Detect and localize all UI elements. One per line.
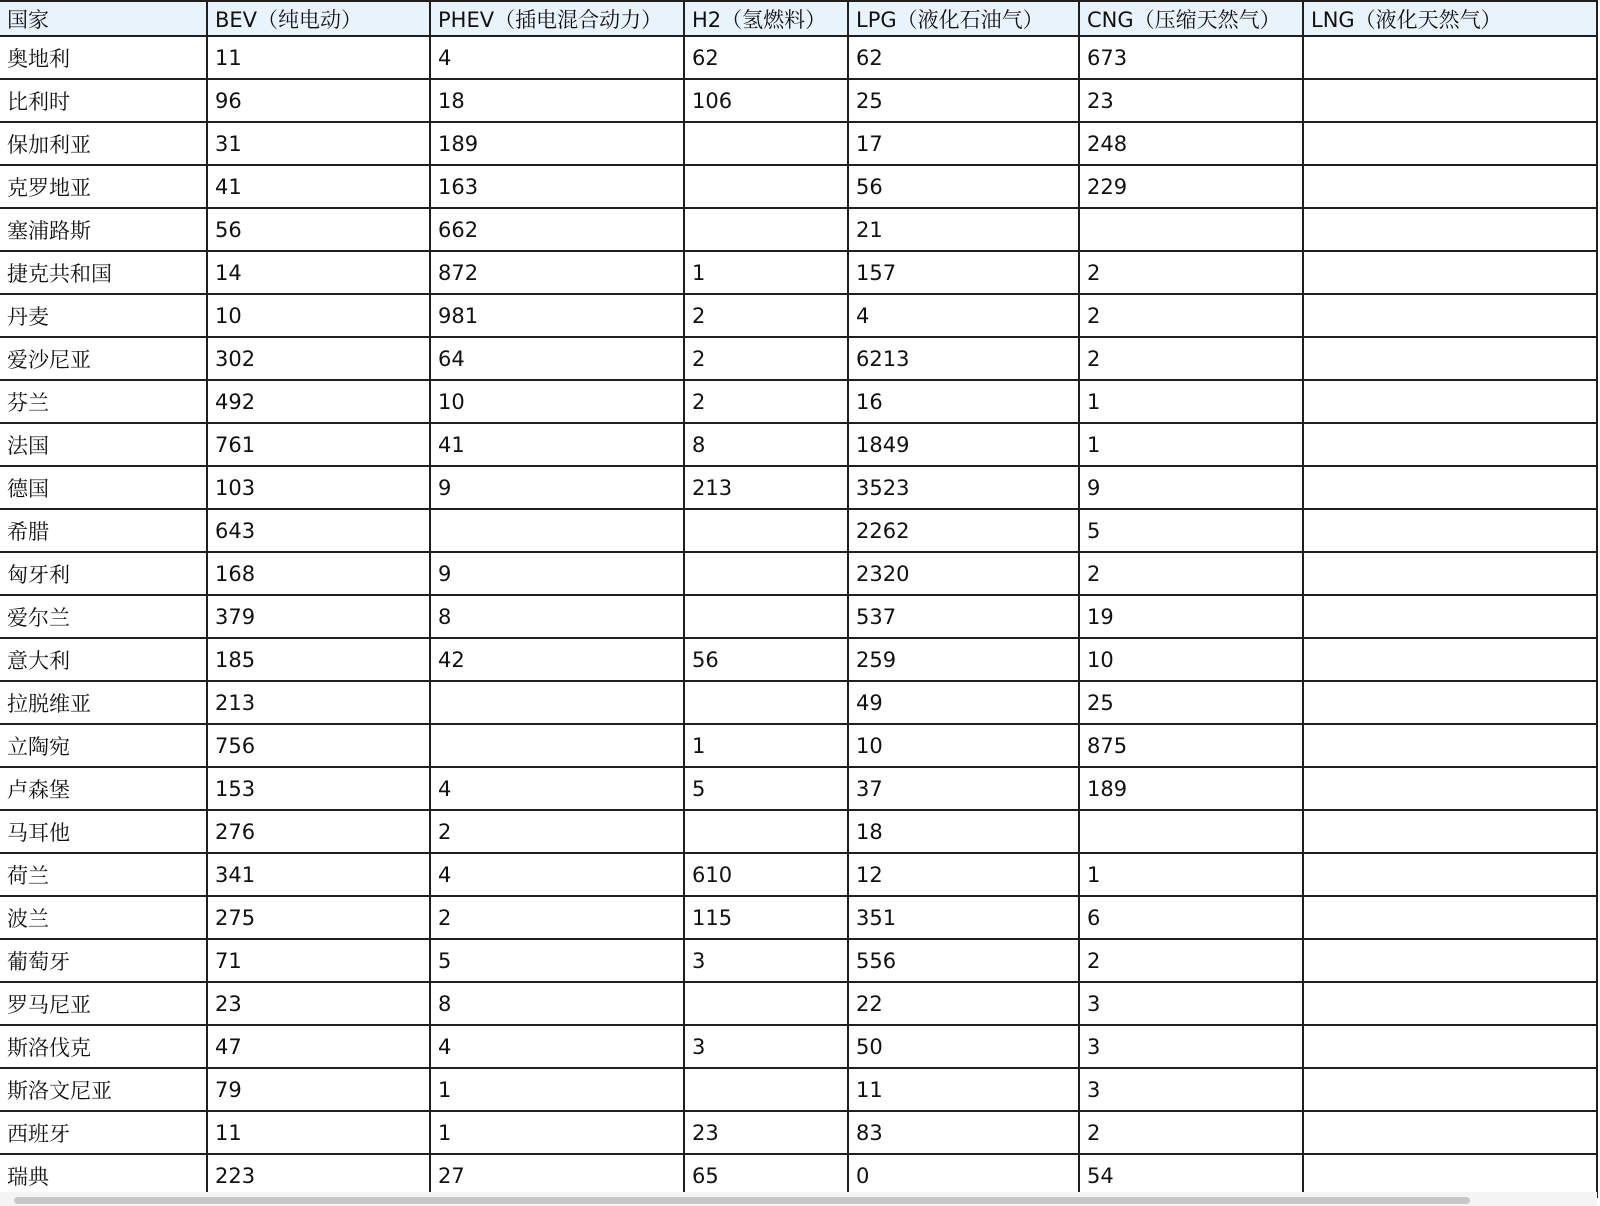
country-cell[interactable]: 奥地利 — [0, 36, 207, 79]
table-cell[interactable]: 23 — [684, 1111, 848, 1154]
table-cell[interactable]: 537 — [848, 595, 1079, 638]
table-cell[interactable]: 1 — [1079, 853, 1303, 896]
table-cell[interactable]: 213 — [207, 681, 430, 724]
table-row — [0, 982, 1597, 1025]
table-cell[interactable]: 189 — [1079, 767, 1303, 810]
table-cell[interactable]: 4 — [430, 1025, 684, 1068]
table-body — [0, 36, 1597, 1197]
table-cell[interactable] — [430, 724, 684, 767]
column-header[interactable]: BEV（纯电动） — [207, 1, 430, 36]
table-cell[interactable]: 3523 — [848, 466, 1079, 509]
table-cell[interactable]: 23 — [207, 982, 430, 1025]
country-cell[interactable]: 保加利亚 — [0, 122, 207, 165]
table-cell[interactable]: 16 — [848, 380, 1079, 423]
table-cell[interactable] — [1303, 466, 1597, 509]
table-cell[interactable]: 275 — [207, 896, 430, 939]
table-cell[interactable] — [430, 509, 684, 552]
table-cell[interactable]: 2 — [430, 810, 684, 853]
table-cell[interactable]: 62 — [684, 36, 848, 79]
table-cell[interactable]: 21 — [848, 208, 1079, 251]
table-cell[interactable] — [1079, 810, 1303, 853]
table-cell[interactable]: 25 — [1079, 681, 1303, 724]
table-cell[interactable]: 4 — [848, 294, 1079, 337]
table-cell[interactable]: 157 — [848, 251, 1079, 294]
table-cell[interactable]: 23 — [1079, 79, 1303, 122]
table-cell[interactable] — [684, 1068, 848, 1111]
country-cell[interactable]: 希腊 — [0, 509, 207, 552]
table-cell[interactable] — [1079, 208, 1303, 251]
country-cell[interactable]: 爱沙尼亚 — [0, 337, 207, 380]
table-cell[interactable] — [1303, 896, 1597, 939]
table-row — [0, 509, 1597, 552]
horizontal-scrollbar-thumb[interactable] — [14, 1197, 1470, 1204]
table-row — [0, 208, 1597, 251]
table-cell[interactable]: 2 — [1079, 552, 1303, 595]
table-cell[interactable]: 6 — [1079, 896, 1303, 939]
table-cell[interactable]: 2 — [684, 337, 848, 380]
country-cell[interactable]: 塞浦路斯 — [0, 208, 207, 251]
table-cell[interactable]: 1 — [1079, 380, 1303, 423]
column-header[interactable]: 国家 — [0, 1, 207, 36]
table-cell[interactable] — [684, 552, 848, 595]
table-cell[interactable]: 18 — [430, 79, 684, 122]
table-row — [0, 1025, 1597, 1068]
country-cell[interactable]: 卢森堡 — [0, 767, 207, 810]
table-cell[interactable] — [1303, 208, 1597, 251]
table-cell[interactable] — [1303, 79, 1597, 122]
table-cell[interactable]: 2 — [430, 896, 684, 939]
table-cell[interactable] — [1303, 165, 1597, 208]
table-cell[interactable] — [1303, 638, 1597, 681]
table-cell[interactable]: 2 — [1079, 294, 1303, 337]
table-cell[interactable] — [1303, 982, 1597, 1025]
table-cell[interactable]: 4 — [430, 767, 684, 810]
table-row — [0, 122, 1597, 165]
table-cell[interactable]: 3 — [1079, 1025, 1303, 1068]
table-cell[interactable]: 27 — [430, 1154, 684, 1197]
table-cell[interactable]: 2 — [1079, 1111, 1303, 1154]
table-cell[interactable]: 872 — [430, 251, 684, 294]
table-cell[interactable] — [1303, 595, 1597, 638]
country-cell[interactable]: 爱尔兰 — [0, 595, 207, 638]
country-cell[interactable]: 意大利 — [0, 638, 207, 681]
table-row — [0, 423, 1597, 466]
table-cell[interactable]: 223 — [207, 1154, 430, 1197]
table-row — [0, 896, 1597, 939]
table-cell[interactable]: 10 — [848, 724, 1079, 767]
table-cell[interactable]: 3 — [684, 939, 848, 982]
table-cell[interactable]: 276 — [207, 810, 430, 853]
country-cell[interactable]: 瑞典 — [0, 1154, 207, 1197]
table-cell[interactable]: 2 — [1079, 337, 1303, 380]
table-cell[interactable] — [684, 810, 848, 853]
table-cell[interactable] — [684, 122, 848, 165]
table-cell[interactable] — [430, 681, 684, 724]
table-cell[interactable]: 2 — [684, 380, 848, 423]
table-cell[interactable]: 103 — [207, 466, 430, 509]
table-cell[interactable] — [1303, 853, 1597, 896]
table-cell[interactable]: 10 — [1079, 638, 1303, 681]
table-cell[interactable] — [684, 509, 848, 552]
country-cell[interactable]: 罗马尼亚 — [0, 982, 207, 1025]
table-cell[interactable]: 83 — [848, 1111, 1079, 1154]
table-cell[interactable]: 10 — [430, 380, 684, 423]
table-cell[interactable]: 1 — [684, 724, 848, 767]
table-cell[interactable] — [1303, 724, 1597, 767]
column-header[interactable]: PHEV（插电混合动力） — [430, 1, 684, 36]
table-row — [0, 681, 1597, 724]
table-cell[interactable] — [1303, 294, 1597, 337]
table-cell[interactable]: 259 — [848, 638, 1079, 681]
table-cell[interactable]: 1 — [430, 1068, 684, 1111]
table-row — [0, 638, 1597, 681]
table-cell[interactable]: 2262 — [848, 509, 1079, 552]
table-cell[interactable] — [1303, 552, 1597, 595]
table-cell[interactable]: 1849 — [848, 423, 1079, 466]
table-row — [0, 939, 1597, 982]
table-row — [0, 595, 1597, 638]
table-cell[interactable]: 50 — [848, 1025, 1079, 1068]
table-cell[interactable]: 5 — [1079, 509, 1303, 552]
table-row — [0, 337, 1597, 380]
table-cell[interactable]: 11 — [848, 1068, 1079, 1111]
table-cell[interactable]: 189 — [430, 122, 684, 165]
table-cell[interactable]: 168 — [207, 552, 430, 595]
table-cell[interactable]: 5 — [684, 767, 848, 810]
table-cell[interactable]: 115 — [684, 896, 848, 939]
country-cell[interactable]: 拉脱维亚 — [0, 681, 207, 724]
country-cell[interactable]: 德国 — [0, 466, 207, 509]
table-cell[interactable] — [684, 208, 848, 251]
table-cell[interactable]: 22 — [848, 982, 1079, 1025]
country-cell[interactable]: 马耳他 — [0, 810, 207, 853]
table-cell[interactable] — [1303, 36, 1597, 79]
table-cell[interactable]: 761 — [207, 423, 430, 466]
table-cell[interactable]: 106 — [684, 79, 848, 122]
table-cell[interactable] — [1303, 810, 1597, 853]
table-cell[interactable]: 185 — [207, 638, 430, 681]
table-cell[interactable] — [1303, 1111, 1597, 1154]
country-cell[interactable]: 匈牙利 — [0, 552, 207, 595]
table-row — [0, 552, 1597, 595]
table-cell[interactable]: 64 — [430, 337, 684, 380]
table-cell[interactable]: 673 — [1079, 36, 1303, 79]
table-cell[interactable] — [1303, 251, 1597, 294]
table-cell[interactable]: 12 — [848, 853, 1079, 896]
table-cell[interactable]: 5 — [430, 939, 684, 982]
table-cell[interactable]: 0 — [848, 1154, 1079, 1197]
table-cell[interactable]: 2320 — [848, 552, 1079, 595]
table-cell[interactable]: 56 — [848, 165, 1079, 208]
table-cell[interactable]: 981 — [430, 294, 684, 337]
table-cell[interactable]: 3 — [684, 1025, 848, 1068]
table-cell[interactable]: 4 — [430, 36, 684, 79]
table-cell[interactable] — [1303, 380, 1597, 423]
country-cell[interactable]: 芬兰 — [0, 380, 207, 423]
table-cell[interactable]: 1 — [430, 1111, 684, 1154]
table-cell[interactable]: 9 — [430, 466, 684, 509]
table-cell[interactable] — [1303, 1068, 1597, 1111]
country-cell[interactable]: 荷兰 — [0, 853, 207, 896]
country-cell[interactable]: 波兰 — [0, 896, 207, 939]
column-header[interactable]: LPG（液化石油气） — [848, 1, 1079, 36]
table-cell[interactable]: 47 — [207, 1025, 430, 1068]
table-cell[interactable] — [1303, 1025, 1597, 1068]
table-cell[interactable] — [1303, 939, 1597, 982]
table-cell[interactable] — [1303, 681, 1597, 724]
table-cell[interactable]: 8 — [430, 982, 684, 1025]
table-cell[interactable]: 492 — [207, 380, 430, 423]
table-cell[interactable]: 163 — [430, 165, 684, 208]
country-cell[interactable]: 克罗地亚 — [0, 165, 207, 208]
column-header[interactable]: H2（氢燃料） — [684, 1, 848, 36]
table-cell[interactable] — [1303, 122, 1597, 165]
table-row — [0, 79, 1597, 122]
table-cell[interactable] — [1303, 767, 1597, 810]
table-row — [0, 36, 1597, 79]
table-cell[interactable]: 49 — [848, 681, 1079, 724]
table-cell[interactable]: 756 — [207, 724, 430, 767]
table-cell[interactable]: 62 — [848, 36, 1079, 79]
table-row — [0, 165, 1597, 208]
table-cell[interactable]: 18 — [848, 810, 1079, 853]
table-cell[interactable]: 341 — [207, 853, 430, 896]
table-cell[interactable]: 56 — [207, 208, 430, 251]
table-row — [0, 466, 1597, 509]
table-cell[interactable]: 248 — [1079, 122, 1303, 165]
table-cell[interactable]: 8 — [684, 423, 848, 466]
country-cell[interactable]: 立陶宛 — [0, 724, 207, 767]
table-cell[interactable]: 2 — [1079, 939, 1303, 982]
table-row — [0, 1111, 1597, 1154]
column-header[interactable]: LNG（液化天然气） — [1303, 1, 1597, 36]
table-cell[interactable] — [1303, 509, 1597, 552]
table-cell[interactable] — [1303, 1154, 1597, 1197]
table-cell[interactable]: 9 — [430, 552, 684, 595]
table-cell[interactable]: 14 — [207, 251, 430, 294]
table-cell[interactable]: 610 — [684, 853, 848, 896]
table-row — [0, 1154, 1597, 1197]
table-cell[interactable] — [684, 595, 848, 638]
country-cell[interactable]: 斯洛伐克 — [0, 1025, 207, 1068]
table-cell[interactable]: 25 — [848, 79, 1079, 122]
country-cell[interactable]: 西班牙 — [0, 1111, 207, 1154]
table-cell[interactable] — [684, 165, 848, 208]
table-cell[interactable]: 56 — [684, 638, 848, 681]
table-cell[interactable]: 37 — [848, 767, 1079, 810]
table-cell[interactable]: 875 — [1079, 724, 1303, 767]
table-cell[interactable]: 96 — [207, 79, 430, 122]
table-cell[interactable]: 71 — [207, 939, 430, 982]
table-cell[interactable]: 41 — [207, 165, 430, 208]
table-cell[interactable]: 643 — [207, 509, 430, 552]
country-cell[interactable]: 丹麦 — [0, 294, 207, 337]
table-cell[interactable]: 42 — [430, 638, 684, 681]
table-row — [0, 810, 1597, 853]
table-row — [0, 767, 1597, 810]
table-cell[interactable]: 213 — [684, 466, 848, 509]
table-row — [0, 1068, 1597, 1111]
table-cell[interactable]: 8 — [430, 595, 684, 638]
table-cell[interactable] — [684, 681, 848, 724]
table-cell[interactable]: 19 — [1079, 595, 1303, 638]
country-cell[interactable]: 捷克共和国 — [0, 251, 207, 294]
table-cell[interactable]: 9 — [1079, 466, 1303, 509]
table-row — [0, 251, 1597, 294]
table-cell[interactable]: 351 — [848, 896, 1079, 939]
table-cell[interactable]: 17 — [848, 122, 1079, 165]
table-cell[interactable] — [684, 982, 848, 1025]
table-row — [0, 380, 1597, 423]
table-cell[interactable]: 3 — [1079, 1068, 1303, 1111]
table-cell[interactable]: 302 — [207, 337, 430, 380]
table-cell[interactable]: 11 — [207, 36, 430, 79]
table-cell[interactable] — [1303, 423, 1597, 466]
table-cell[interactable]: 11 — [207, 1111, 430, 1154]
table-cell[interactable]: 79 — [207, 1068, 430, 1111]
country-cell[interactable]: 比利时 — [0, 79, 207, 122]
table-cell[interactable]: 10 — [207, 294, 430, 337]
table-cell[interactable]: 65 — [684, 1154, 848, 1197]
country-cell[interactable]: 法国 — [0, 423, 207, 466]
table-cell[interactable]: 379 — [207, 595, 430, 638]
table-cell[interactable]: 41 — [430, 423, 684, 466]
table-cell[interactable]: 2 — [1079, 251, 1303, 294]
table-cell[interactable]: 1 — [1079, 423, 1303, 466]
table-cell[interactable]: 6213 — [848, 337, 1079, 380]
table-cell[interactable]: 556 — [848, 939, 1079, 982]
country-cell[interactable]: 葡萄牙 — [0, 939, 207, 982]
table-cell[interactable]: 54 — [1079, 1154, 1303, 1197]
header-row — [0, 1, 1597, 36]
table-cell[interactable]: 3 — [1079, 982, 1303, 1025]
table-cell[interactable]: 2 — [684, 294, 848, 337]
table-cell[interactable]: 662 — [430, 208, 684, 251]
table-cell[interactable]: 31 — [207, 122, 430, 165]
table-row — [0, 724, 1597, 767]
country-cell[interactable]: 斯洛文尼亚 — [0, 1068, 207, 1111]
column-header[interactable]: CNG（压缩天然气） — [1079, 1, 1303, 36]
table-cell[interactable] — [1303, 337, 1597, 380]
table-cell[interactable]: 153 — [207, 767, 430, 810]
table-cell[interactable]: 4 — [430, 853, 684, 896]
table-cell[interactable]: 1 — [684, 251, 848, 294]
table-cell[interactable]: 229 — [1079, 165, 1303, 208]
table-row — [0, 853, 1597, 896]
table-row — [0, 294, 1597, 337]
